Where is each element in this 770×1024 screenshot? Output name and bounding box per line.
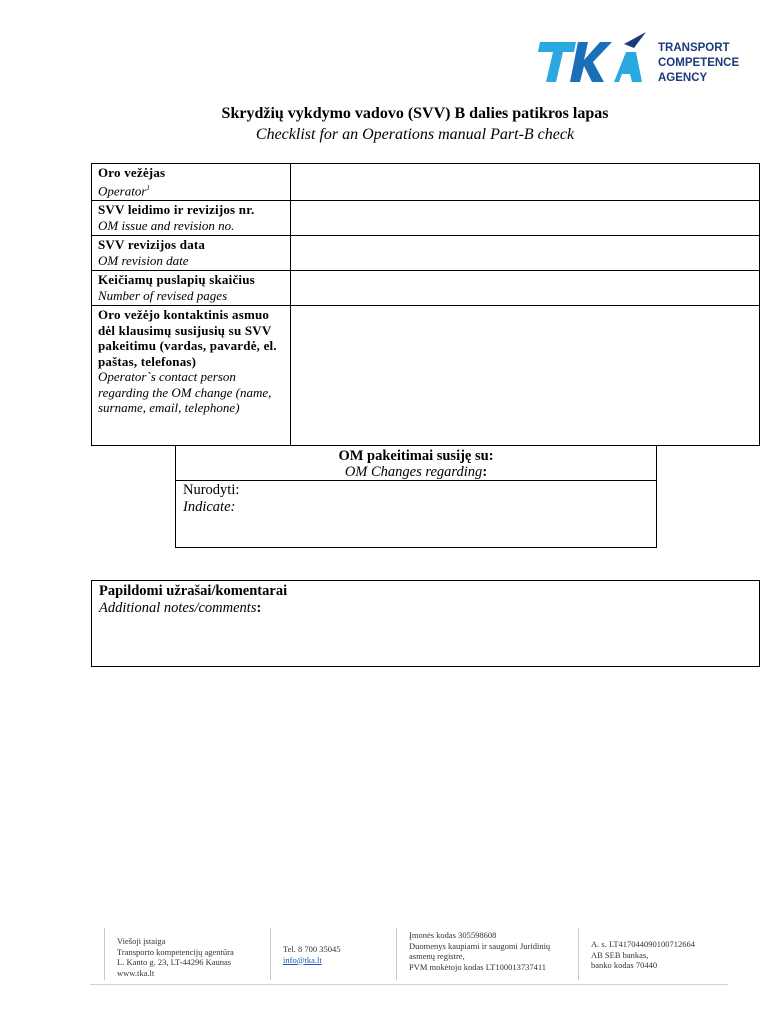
label-en: Number of revised pages (98, 287, 228, 303)
notes-colon: : (256, 600, 262, 616)
logo-line-2: COMPETENCE (658, 57, 740, 69)
footer-text: PVM mokėtojo kodas LT100013737411 (409, 961, 547, 972)
label-en: Operator`s contact person regarding the OM change (name, surname, email, telephone) (98, 369, 272, 416)
footer-text: Įmonės kodas 305598608 (409, 930, 497, 940)
label-en-text: Operator (98, 182, 147, 198)
om-changes-heading-lt: OM pakeitimai susiję su: (338, 448, 494, 464)
om-changes-box (175, 445, 657, 548)
om-issue-revision-field[interactable] (291, 201, 760, 236)
field-label (92, 236, 291, 271)
footer-text: Transporto kompetencijų agentūra (117, 946, 234, 957)
om-changes-colon: : (482, 464, 488, 480)
footnote-marker: 1 (146, 183, 150, 192)
footer-text: www.tka.lt (117, 967, 155, 978)
om-changes-heading-en: OM Changes regarding (344, 464, 483, 480)
label-lt: Oro vežėjo kontaktinis asmuo dėl klausimų susijusių su SVV pakeitimu (vardas, pavardė, el. paštas, telefonas) (98, 307, 277, 369)
table-row (92, 164, 760, 201)
indicate-label-lt: Nurodyti: (183, 482, 240, 498)
operator-field[interactable] (291, 164, 760, 201)
logo-line-1: TRANSPORT (658, 42, 730, 54)
label-lt: SVV revizijos data (98, 237, 206, 253)
revised-pages-field[interactable] (291, 271, 760, 306)
table-row (92, 236, 760, 271)
logo-line-3: AGENCY (658, 72, 708, 84)
field-label (92, 164, 291, 201)
footer-text: banko kodas 70440 (591, 960, 658, 970)
table-row (92, 306, 760, 446)
table-row (92, 271, 760, 306)
field-label (92, 201, 291, 236)
notes-heading-lt: Papildomi užrašai/komentarai (99, 583, 288, 599)
footer-text: Viešoji įstaiga (117, 936, 166, 946)
tka-logo-mark-icon (538, 30, 650, 90)
indicate-label-en: Indicate: (183, 499, 236, 515)
om-revision-date-field[interactable] (291, 236, 760, 271)
field-label (92, 271, 291, 306)
info-table (91, 163, 760, 446)
label-lt: Keičiamų puslapių skaičius (98, 272, 255, 288)
page-title: Skrydžių vykdymo vadovo (SVV) B dalies patikros lapas (221, 105, 609, 122)
notes-heading-en-line (99, 600, 752, 617)
tka-logo (538, 30, 743, 90)
footer-address (104, 928, 276, 980)
notes-heading-en: Additional notes/comments (99, 600, 257, 616)
label-en: OM revision date (98, 252, 189, 268)
footer-bank-info (578, 928, 728, 980)
footer-text: AB SEB bankas, (591, 949, 649, 960)
label-lt: SVV leidimo ir revizijos nr. (98, 202, 255, 218)
footer-company-info (396, 928, 580, 980)
label-en: OM issue and revision no. (98, 217, 235, 233)
footer-text: A. s. LT417044090100712664 (591, 939, 696, 949)
footer-text: asmenų registre, (409, 951, 465, 961)
page-subtitle: Checklist for an Operations manual Part-B check (255, 126, 575, 143)
label-lt: Oro vežėjas (98, 165, 166, 180)
footer-text: L. Kanto g. 23, LT-44296 Kaunas (117, 957, 232, 967)
contact-person-field[interactable] (291, 306, 760, 446)
om-changes-heading-en-line (176, 464, 656, 480)
label-en (98, 181, 284, 199)
field-label (92, 306, 291, 446)
footer-email-link[interactable]: info@tka.lt (283, 954, 322, 965)
om-changes-input[interactable] (176, 481, 656, 517)
notes-box[interactable] (91, 580, 760, 667)
footer-phone: Tel. 8 700 35045 (283, 944, 341, 954)
logo-wordmark (658, 41, 739, 86)
footer-text: Duomenys kaupiami ir saugomi Juridinių (409, 940, 551, 951)
om-changes-heading (176, 446, 656, 481)
table-row (92, 201, 760, 236)
footer-contacts (270, 928, 396, 980)
page-footer (90, 928, 728, 985)
